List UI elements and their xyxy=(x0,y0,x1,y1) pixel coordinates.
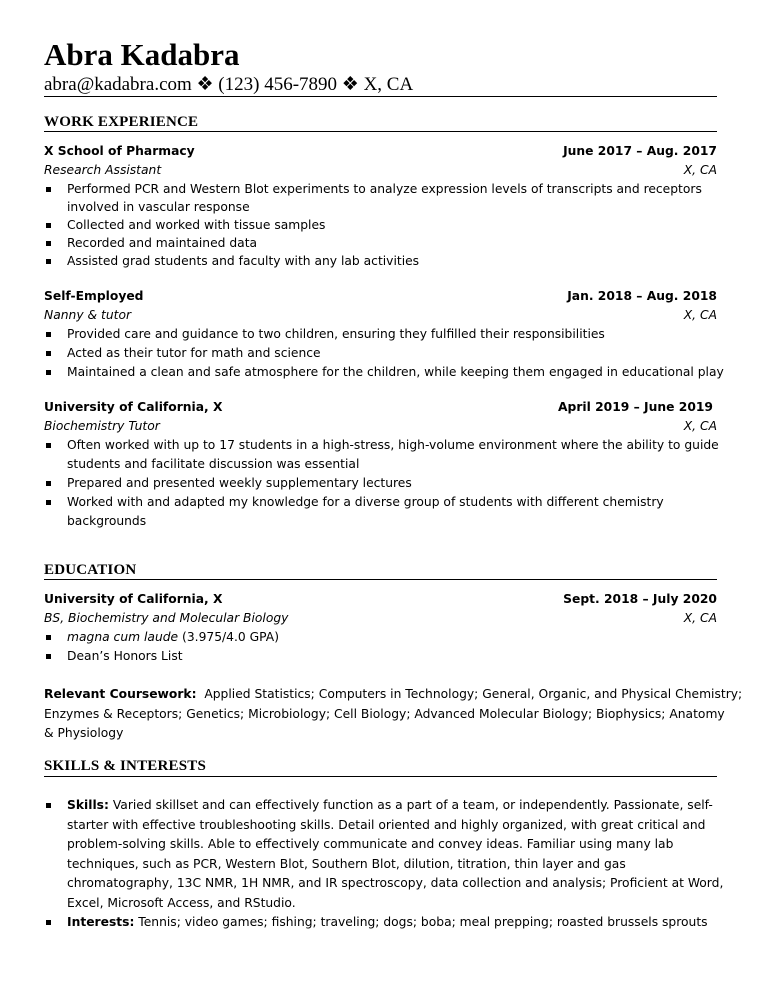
bullet-square-icon xyxy=(46,635,51,640)
bullet-square-icon xyxy=(46,654,51,659)
job-role: Nanny & tutor xyxy=(44,308,132,322)
interests-list: Tennis; video games; fishing; traveling; dogs; boba; meal prepping; roasted brussels sprouts xyxy=(134,915,708,929)
job-location: X, CA xyxy=(683,163,717,177)
bullet-text-line: Prepared and presented weekly supplementary lectures xyxy=(67,476,412,490)
skills-line: techniques, such as PCR, Western Blot, Southern Blot, dilution, titration, thin layer and gas xyxy=(67,856,626,871)
education-school: University of California, X xyxy=(44,592,223,606)
resume-name: Abra Kadabra xyxy=(44,37,240,72)
bullet-square-icon xyxy=(46,187,51,192)
bullet-text-line: Provided care and guidance to two children, ensuring they fulfilled their responsibilities xyxy=(67,327,605,341)
section-title-education: EDUCATION xyxy=(44,562,137,578)
bullet-text-line: Assisted grad students and faculty with any lab activities xyxy=(67,254,420,268)
bullet-text-line: Recorded and maintained data xyxy=(67,236,258,250)
section-title-skills: SKILLS & INTERESTS xyxy=(44,758,207,774)
job-subheader xyxy=(44,306,717,325)
job-header xyxy=(44,287,717,306)
bullet-square-icon xyxy=(46,481,51,486)
honor-latin: magna cum laude xyxy=(67,630,179,644)
bullet-square-icon xyxy=(46,920,51,925)
interests-text xyxy=(67,913,717,932)
job-dates: April 2019 – June 2019 xyxy=(558,400,713,414)
skills-line: problem-solving skills. Able to effectively communicate and convey ideas. Familiar using many lab xyxy=(67,837,674,851)
skills-text xyxy=(67,796,724,913)
section-title-work: WORK EXPERIENCE xyxy=(44,114,199,130)
bullet-square-icon xyxy=(46,223,51,228)
job-subheader xyxy=(44,161,717,180)
relevant-coursework xyxy=(44,685,743,744)
bullet-square-icon xyxy=(46,803,51,808)
job-header xyxy=(44,398,717,417)
job-subheader xyxy=(44,417,717,436)
skills-line: Excel, Microsoft Access, and RStudio. xyxy=(67,895,296,910)
contact-info: abra@kadabra.com ❖ (123) 456-7890 ❖ X, CA xyxy=(44,74,414,95)
bullet-text-line: students and facilitate discussion was essential xyxy=(67,457,360,471)
education-location: X, CA xyxy=(683,611,717,625)
job-dates: June 2017 – Aug. 2017 xyxy=(563,144,717,158)
education-honors xyxy=(67,628,717,647)
interests-label: Interests: xyxy=(67,915,135,929)
honor-gpa: (3.975/4.0 GPA) xyxy=(178,630,280,644)
education-degree: BS, Biochemistry and Molecular Biology xyxy=(44,611,289,625)
job-org: X School of Pharmacy xyxy=(44,144,195,158)
skills-label: Skills: xyxy=(67,798,109,812)
education-subheader xyxy=(44,609,717,628)
bullet-text-line: Worked with and adapted my knowledge for a diverse group of students with different chemistry xyxy=(67,495,664,509)
bullet-square-icon xyxy=(46,332,51,337)
coursework-line xyxy=(44,685,743,705)
job-location: X, CA xyxy=(683,308,717,322)
job-role: Biochemistry Tutor xyxy=(44,419,160,433)
bullet-square-icon xyxy=(46,241,51,246)
education-dates: Sept. 2018 – July 2020 xyxy=(563,592,717,606)
job-role: Research Assistant xyxy=(44,163,162,177)
deans-list: Dean’s Honors List xyxy=(67,649,183,663)
skills-line: starter with effective troubleshooting skills. Detail oriented and highly organized, with great critical and xyxy=(67,817,706,832)
skills-line xyxy=(67,796,717,816)
job-location: X, CA xyxy=(683,419,717,433)
education-header xyxy=(44,590,717,609)
coursework-text: Applied Statistics; Computers in Technology; General, Organic, and Physical Chemistry; xyxy=(196,687,743,701)
bullet-square-icon xyxy=(46,443,51,448)
bullet-square-icon xyxy=(46,259,51,264)
coursework-line: & Physiology xyxy=(44,726,124,740)
job-org: Self-Employed xyxy=(44,289,144,303)
bullet-text-line: Collected and worked with tissue samples xyxy=(67,218,326,232)
job-org: University of California, X xyxy=(44,400,223,414)
job-dates: Jan. 2018 – Aug. 2018 xyxy=(567,289,717,303)
coursework-line: Enzymes & Receptors; Genetics; Microbiology; Cell Biology; Advanced Molecular Biology; Biophysics; Anatomy xyxy=(44,706,725,721)
skills-line: chromatography, 13C NMR, 1H NMR, and IR spectroscopy, data collection and analysis; Proficient at Word, xyxy=(67,876,724,890)
bullet-text-line: Maintained a clean and safe atmosphere for the children, while keeping them engaged in educational play xyxy=(67,365,724,379)
bullet-text-line: Acted as their tutor for math and science xyxy=(67,346,321,360)
skills-line-text: Varied skillset and can effectively function as a part of a team, or independently. Passionate, self- xyxy=(108,798,713,812)
bullet-text-line: Often worked with up to 17 students in a high-stress, high-volume environment where the ability to guide xyxy=(67,438,719,452)
work-divider xyxy=(44,131,717,132)
bullet-text-line: backgrounds xyxy=(67,514,147,528)
bullet-text-line: Performed PCR and Western Blot experiments to analyze expression levels of transcripts and receptors xyxy=(67,182,702,196)
bullet-text-line: involved in vascular response xyxy=(67,200,250,214)
header-divider xyxy=(44,96,717,97)
bullet-square-icon xyxy=(46,370,51,375)
coursework-label: Relevant Coursework: xyxy=(44,687,197,701)
education-divider xyxy=(44,579,717,580)
job-header xyxy=(44,142,717,161)
bullet-square-icon xyxy=(46,351,51,356)
skills-divider xyxy=(44,776,717,777)
bullet-square-icon xyxy=(46,500,51,505)
